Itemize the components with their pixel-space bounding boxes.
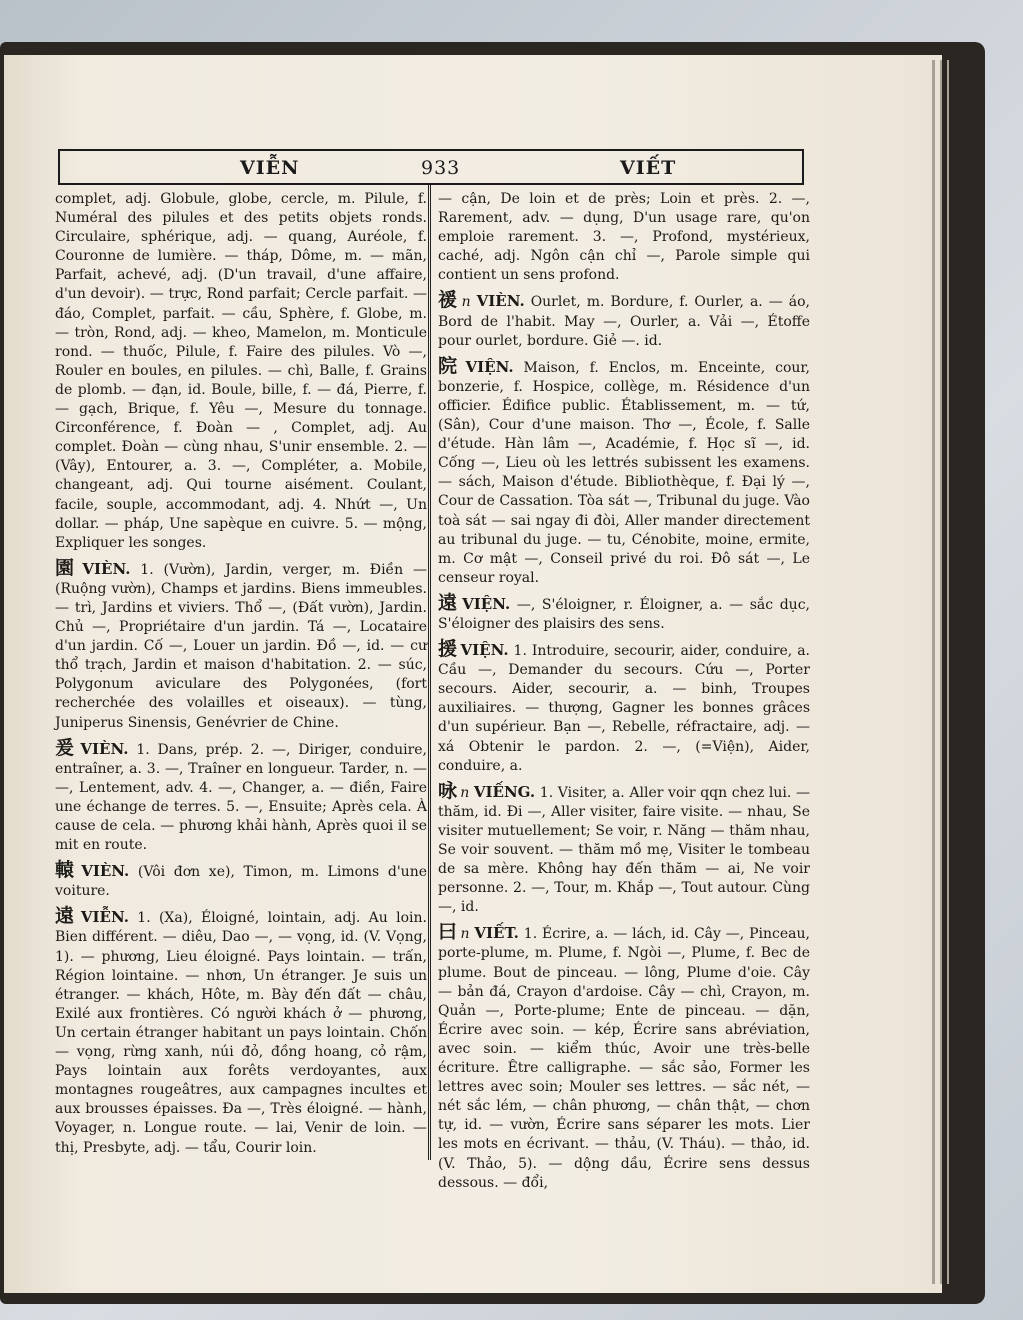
entry-continuation: — cận, De loin et de près; Loin et près. 2. —, Rarement, adv. — dụng, D'un usage rare, qu'on emploie rarement. 3. —, Profond, mystérieux, caché, adj. Ngôn cận chỉ —, Parole simple qui contient un sens profond. [438, 191, 810, 284]
dictionary-entry [438, 640, 810, 776]
entry-definition: 1. (Xa), Éloigné, lointain, adj. Au loin. Bien différent. — diêu, Dao —, — vọng, id. (V. Vọng, 1). — phương, Lieu éloigné. Pays lointain. — trấn, Région lointaine. — nhơn, Un étranger. Je suis un étranger. — khách, Hôte, m. Bày đến đất — châu, Exilé aux frontières. Có người khách ở — phương, Un certain étranger habitant un pays lointain. Chốn — vọng, rừng xanh, núi đỏ, đồng hoang, cỏ rậm, Pays lointain aux forêts verdoyantes, aux montagnes rougeâtres, aux campagnes incultes et aux brousses épaisses. Đa —, Très éloigné. — hành, Voyager, n. Longue route. — lai, Venir de loin. — thị, Presbyte, adj. — tẩu, Courir loin. [55, 910, 427, 1156]
dictionary-entry [438, 291, 810, 350]
entry-definition: Ourlet, m. Bordure, f. Ourler, a. — áo, Bord de l'habit. May —, Ourler, a. Vải —, Étoffe pour ourlet, bordure. Giẻ —. id. [438, 294, 810, 349]
entry-definition: 1. (Vườn), Jardin, verger, m. Điền — (Ruộng vườn), Champs et jardins. Biens immeubles. — trì, Jardins et viviers. Thổ —, (Đất vườn), Jardin. Chủ —, Propriétaire d'un jardin. Tá —, Locataire d'un jardin. Cố —, Louer un jardin. Đồ —, id. — cư thổ trạch, Jardin et maison d'habitation. 2. — súc, Polygonum aviculare des Polygonées, (fort recherchée des volailles et oiseaux). — tùng, Juniperus Sinensis, Genévrier de Chine. [55, 561, 428, 731]
dictionary-entry [438, 591, 810, 634]
entry-headword: VIÈN. [476, 292, 525, 311]
dictionary-entry [438, 923, 810, 1192]
dictionary-entry [55, 556, 428, 733]
entry-character: 咏 [438, 779, 458, 802]
entry-nom-mark: n [460, 926, 470, 943]
entry-headword: VIỆN. [460, 641, 509, 660]
entry-continuation: complet, adj. Globule, globe, cercle, m. Pilule, f. Numéral des pilules et des petits objets ronds. Circulaire, sphérique, adj. — quang, Auréole, f. Couronne de lumière. — tháp, Dôme, m. — mãn, Parfait, achevé, adj. (D'un travail, d'une affaire, d'un devoir). — trực, Rond parfait; Cercle parfait. — đáo, Complet, parfait. — cầu, Sphère, f. Globe, m. — tròn, Rond, adj. — kheo, Mamelon, m. Monticule rond. — thuốc, Pilule, f. Faire des pilules. Vò —, Rouler en boules, en pilules. — chì, Balle, f. Grains de plomb. — đạn, id. Boule, bille, f. — đá, Pierre, f. — gạch, Brique, f. Yêu —, Mesure du tonnage. Circonférence, f. Đoàn — , Complet, adj. Au complet. Đoàn — cùng nhau, S'unir ensemble. 2. — (Vây), Entourer, a. 3. —, Compléter, a. Mobile, changeant, adj. Qui tourne aisément. Coulant, facile, souple, accommodant, adj. 4. Nhứt —, Un dollar. — pháp, Une sapèque en cuivre. 5. — mộng, Expliquer les songes. [55, 191, 427, 551]
dictionary-entry [55, 736, 427, 856]
dictionary-entry [438, 354, 810, 588]
header-right-word: VIẾT [620, 157, 677, 179]
entry-definition: —, S'éloigner, r. Éloigner, a. — sắc dục, S'éloigner des plaisirs des sens. [438, 596, 810, 632]
dictionary-entry [438, 779, 810, 918]
entry-definition: 1. Dans, prép. 2. —, Diriger, conduire, entraîner, a. 3. —, Traîner en longueur. Tarder, n. — —, Lentement, adv. 4. —, Changer, a. — điền, Faire une échange de terres. 5. —, Ensuite; Après cela. À cause de cela. — phương khải hành, Après quoi il se mit en route. [55, 741, 427, 854]
column-divider [428, 185, 431, 1160]
entry-character: 援 [438, 638, 458, 661]
page-edge [932, 60, 935, 1284]
entry-character: 禐 [438, 289, 459, 312]
entry-nom-mark: n [460, 784, 470, 801]
entry-headword: VIỆN. [462, 594, 511, 613]
entry-definition: Maison, f. Enclos, m. Enceinte, cour, bonzerie, f. Hospice, collège, m. Résidence d'un officier. Édifice public. Établissement, m. — tứ, (Sân), Cour d'une maison. Thơ —, École, f. Salle d'étude. Hàn lâm —, Académie, f. Học sĩ —, id. Cống —, Lieu où les lettrés subissent les examens. — sách, Maison d'étude. Bibliothèque, f. Đại lý —, Cour de Cassation. Tòa sát —, Tribunal du juge. Vào toà sát — sai ngay đi đòi, Aller mander directement au tribunal du juge. — tu, Cénobite, moine, ermite, m. Cơ mật —, Conseil privé du roi. Đô sát —, Le censeur royal. [438, 359, 810, 586]
right-column [438, 190, 810, 1193]
entry-definition: 1. Introduire, secourir, aider, conduire, a. Cầu —, Demander du secours. Cứu —, Porter secours. Aider, secourir, a. — binh, Troupes auxiliaires. — thượng, Gagner les bonnes grâces d'un supérieur. Bạn —, Rebelle, réfractaire, adj. — xá Obtenir le pardon. 2. —, (=Viện), Aider, conduire, a. [438, 643, 810, 774]
dictionary-entry [55, 907, 427, 1157]
page-edge [940, 60, 942, 1284]
running-header [58, 149, 804, 185]
entry-definition: 1. Visiter, a. Aller voir qqn chez lui. — thăm, id. Đi —, Aller visiter, faire visite. — nhau, Se visiter mutuellement; Se voir, r. Năng — thăm nhau, Se voir souvent. — thăm mồ mẹ, Visiter le tombeau de sa mère. Không hay đến thăm — ai, Ne voir personne. 2. —, Tour, m. Khắp —, Tout autour. Cùng —, id. [438, 784, 810, 916]
entry-character: 院 [438, 354, 463, 377]
dictionary-entry [55, 861, 427, 901]
page-edge [947, 60, 949, 1284]
left-column [55, 190, 427, 1158]
entry-headword: VIÈN. [80, 739, 129, 758]
entry-definition: 1. Écrire, a. — lách, id. Cây —, Pinceau, porte-plume, m. Plume, f. Ngòi —, Plume, f. Bec de plume. Bout de pinceau. — lông, Plume d'oie. Cây — bản đá, Crayon d'ardoise. Cây — chì, Crayon, m. Quản —, Porte-plume; Ente de pinceau. — dặn, Écrire avec soin. — kép, Écrire sans abréviation, avec soin. — kiểm thúc, Avoir une très-belle écriture. Être calligraphe. — sắc sảo, Former les lettres avec soin; Mouler ses lettres. — sắc nét, — nét sắc lém, — chân phương, — chân thật, — chơn tự, id. — vườn, Écrire sans séparer les mots. Lier les mots en écrivant. — thảu, (V. Tháu). — thảo, id. (V. Thảo, 5). — dộng dầu, Écrire sens dessus dessous. — đổi, [438, 926, 810, 1191]
entry-definition: (Vôi đơn xe), Timon, m. Limons d'une voiture. [55, 864, 427, 900]
page-number: 933 [421, 157, 461, 179]
entry-headword: VIÈN. [81, 862, 130, 881]
entry-character: 轅 [55, 859, 79, 882]
entry-nom-mark: n [461, 294, 471, 311]
entry-character: 曰 [438, 921, 458, 944]
entry-character: 遠 [55, 905, 78, 928]
entry-character: 園 [55, 556, 80, 579]
entry-headword: VIỆN. [465, 357, 514, 376]
entry-headword: VIỄN. [80, 908, 129, 927]
entry-character: 爰 [55, 736, 78, 759]
header-left-word: VIỄN [240, 157, 300, 179]
entry-headword: VIẾNG. [473, 782, 536, 801]
entry-headword: VIẾT. [474, 924, 519, 943]
entry-character: 遠 [438, 591, 460, 614]
entry-headword: VIÈN. [82, 559, 131, 578]
